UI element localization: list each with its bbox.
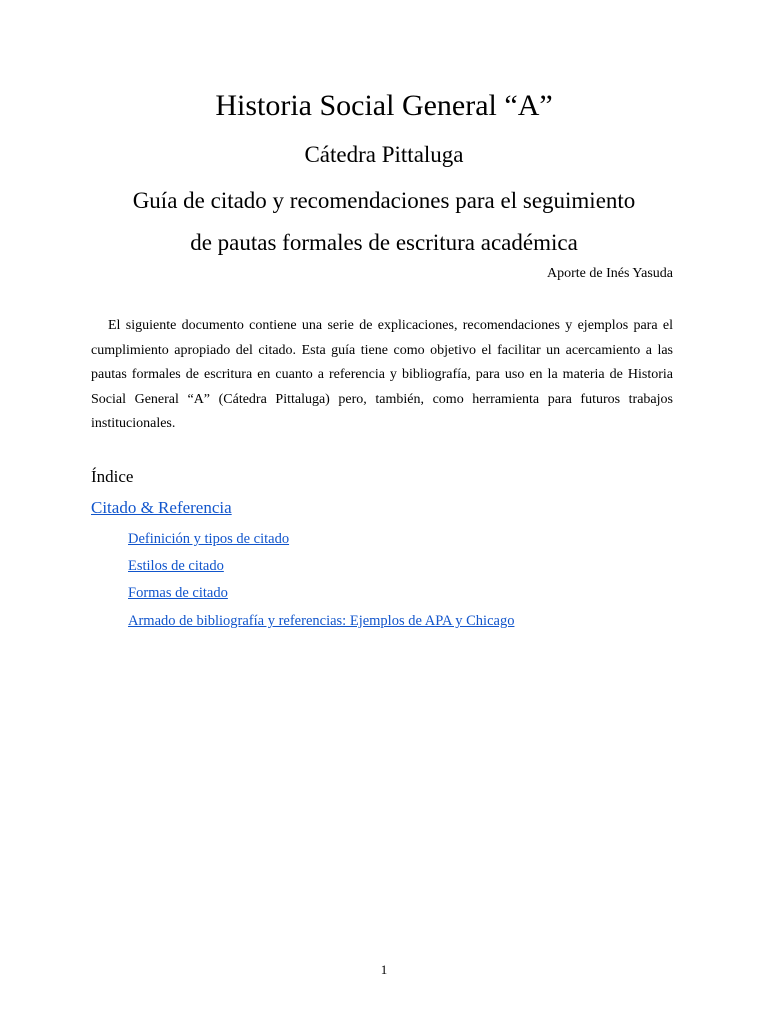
author-credit: Aporte de Inés Yasuda — [547, 266, 673, 281]
document-title: Historia Social General “A” — [215, 89, 553, 122]
guide-title-line-2: de pautas formales de escritura académica — [190, 230, 578, 255]
page-number: 1 — [380, 962, 388, 977]
index-heading: Índice — [91, 467, 134, 486]
document-subtitle: Cátedra Pittaluga — [304, 142, 464, 167]
toc-link-definicion[interactable]: Definición y tipos de citado — [128, 531, 290, 547]
toc-link-estilos[interactable]: Estilos de citado — [128, 558, 224, 574]
toc-link-bibliografia[interactable]: Armado de bibliografía y referencias: Ejemplos de APA y Chicago — [128, 613, 515, 629]
toc-link-formas[interactable]: Formas de citado — [128, 585, 228, 601]
guide-title — [60, 180, 708, 264]
toc-link-citado-referencia[interactable]: Citado & Referencia — [91, 498, 232, 517]
guide-title-line-1: Guía de citado y recomendaciones para el seguimiento — [132, 188, 636, 213]
intro-paragraph: El siguiente documento contiene una serie de explicaciones, recomendaciones y ejemplos para el cumplimiento apropiado del citado. Esta guía tiene como objetivo el facilitar un acercamiento a las pautas formales de escritura en cuanto a referencia y bibliografía, para uso en la materia de Historia Social General “A” (Cátedra Pittaluga) pero, también, como herramienta para futuros trabajos institucionales. — [91, 318, 673, 432]
